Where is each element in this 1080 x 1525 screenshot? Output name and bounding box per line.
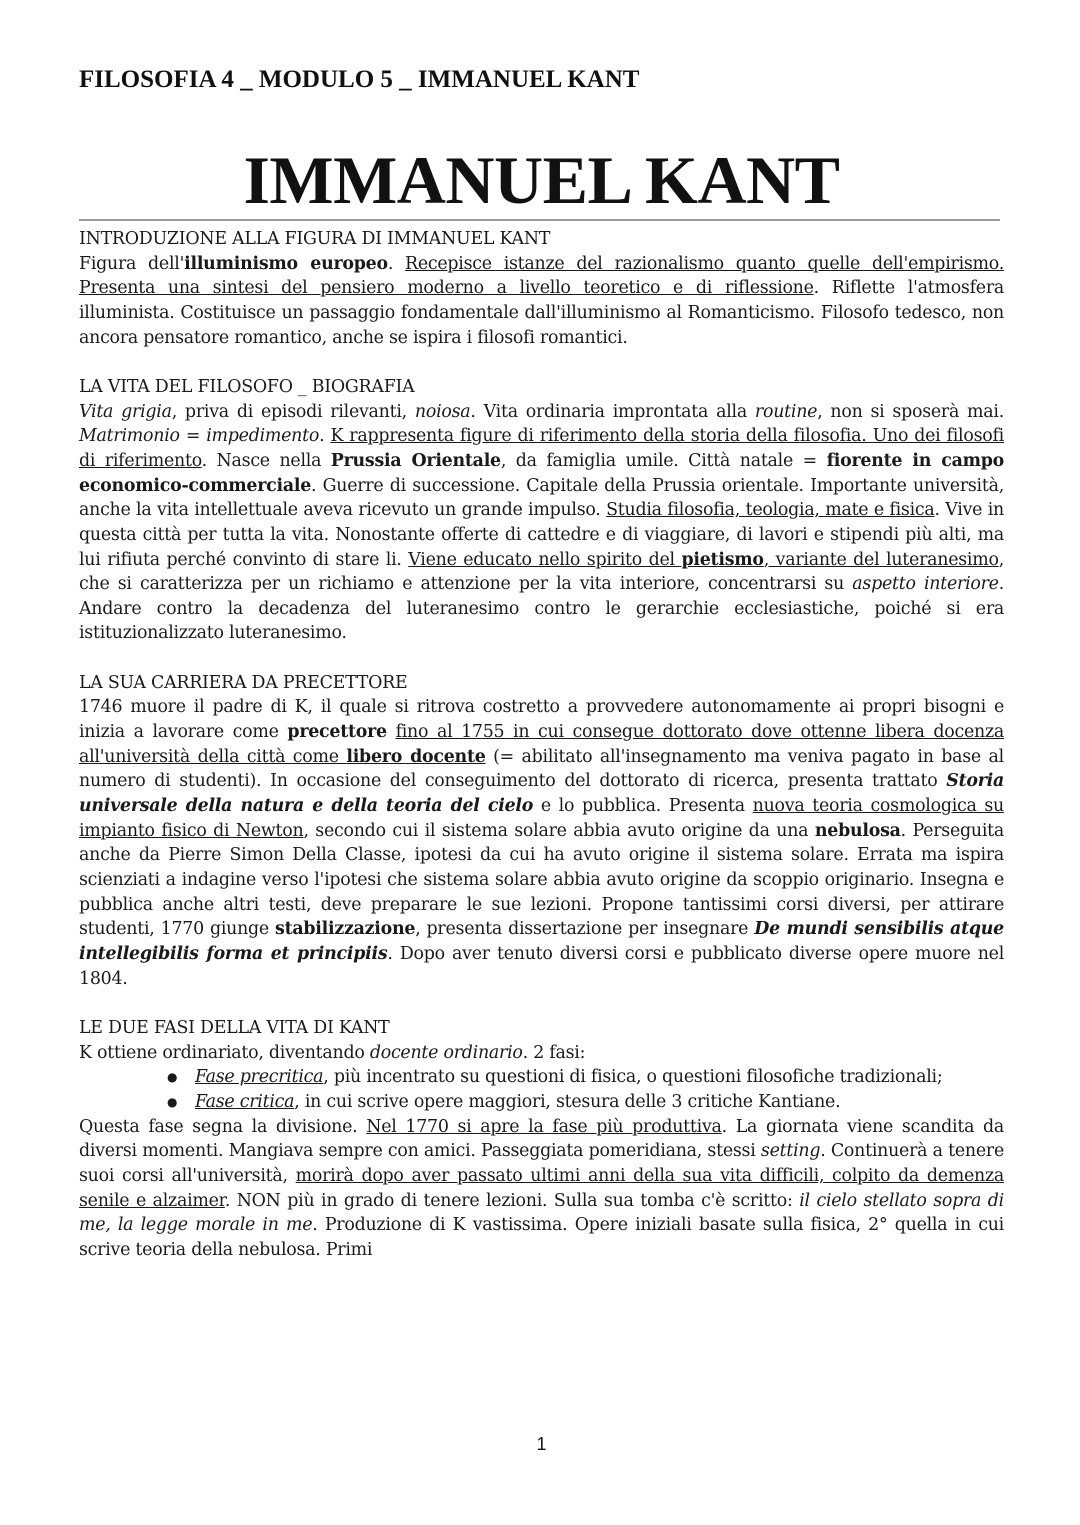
text-run: . Dopo aver tenuto diversi corsi e pubblicato diverse opere muore nel 1804. [79,944,1005,989]
text-run: . Riflette l'atmosfera illuminista. Costituisce un passaggio fondamentale dall'illuminismo al Romanticismo. Filosofo tedesco, non ancora pensatore romantico, anche se ispira i filosofi romantici. [79,278,1004,348]
italic-text: setting [760,1141,821,1162]
bold-text: nebulosa [814,820,901,841]
phase-label: Fase critica [195,1091,295,1112]
paragraph-phases [79,1115,1004,1263]
italic-text: il cielo stellato sopra di me, la legge morale in me [79,1190,1004,1236]
text-run: Figura dell' [79,253,185,274]
bold-text: Prussia Orientale [330,450,501,471]
underlined-text: K rappresenta figure di riferimento della storia della filosofia. Uno dei filosofi di riferimento [79,426,1004,471]
underlined-text: Nel 1770 si apre la fase più produttiva [366,1116,722,1137]
text-run: Questa fase segna la divisione. [79,1116,367,1137]
bold-text: fiorente in campo economico-commerciale [79,450,1004,496]
text-run: . [387,253,405,274]
bold-italic-text: Storia universale della natura e della teoria del cielo [79,771,1004,817]
paragraph-career [79,695,1004,991]
italic-text: docente ordinario [369,1042,523,1063]
page-title: IMMANUEL KANT [243,142,840,218]
section-title-intro: INTRODUZIONE ALLA FIGURA DI IMMANUEL KANT [79,229,551,249]
text-run: (= abilitato all'insegnamento ma veniva pagato in base al numero di studenti). In occasione del conseguimento del dottorato di ricerca, presenta trattato [79,746,1004,792]
text-run: . Continuerà a tenere suoi corsi all'università, [79,1141,1004,1186]
text-run: , secondo cui il sistema solare abbia avuto origine da una [303,820,815,841]
text-run: , che si caratterizza per un richiamo e attenzione per la vita interiore, concentrarsi su [79,549,1004,595]
phases-list [79,1065,1004,1114]
text-run: , più incentrato su questioni di fisica, o questioni filosofiche tradizionali; [323,1067,943,1088]
text-run: . La giornata viene scandita da diversi momenti. Mangiava sempre con amici. Passeggiata pomeridiana, stessi [79,1116,1004,1162]
text-run: . Vive in questa città per tutta la vita. Nonostante offerte di cattedre e di viaggiare, di lavori e stipendi più alti, ma lui rifiuta perché convinto di stare li. [79,500,1004,570]
text-run: , presenta dissertazione per insegnare [415,919,755,940]
underlined-text: Viene educato nello spirito del [408,549,682,570]
text-run: . Guerre di successione. Capitale della Prussia orientale. Importante università, anche la vita intellettuale aveva ricevuto un grande impulso. [79,475,1004,521]
italic-text: noiosa [414,401,471,422]
underlined-text: morirà dopo aver passato ultimi anni della sua vita difficili, colpito da demenza senile e alzaimer [79,1165,1005,1211]
section-title-career: LA SUA CARRIERA DA PRECETTORE [79,672,408,693]
italic-text: routine [754,401,818,422]
text-run: . Andare contro la decadenza del luteranesimo contro le gerarchie ecclesiastiche, poiché si era istituzionalizzato luteranesimo. [79,574,1004,644]
text-run: . Produzione di K vastissima. Opere iniziali basate sulla fisica, 2° quella in cui scrive teoria della nebulosa. Primi [79,1215,1004,1260]
paragraph-biography [79,400,1004,647]
underlined-text: Recepisce istanze del razionalismo quanto quelle dell'empirismo. Presenta una sintesi del pensiero moderno a livello teoretico e di riflessione [79,253,1004,299]
paragraph-phases-intro [79,1041,1004,1066]
text-run: , in cui scrive opere maggiori, stesura delle 3 critiche Kantiane. [294,1091,841,1112]
text-run: . [319,426,331,447]
text-run: 1746 muore il padre di K, il quale si ritrova costretto a provvedere autonomamente ai propri bisogni e inizia a lavorare come [79,697,1004,743]
text-run: . Perseguita anche da Pierre Simon Della Classe, ipotesi da cui ha avuto origine il sistema solare. Errata ma ispira scienziati a indagine verso l'ipotesi che sistema solare abbia avuto origine da scoppio originario. Insegna e pubblica anche altri testi, deve preparare le sue lezioni. Propone tantissimi corsi diversi, per attirare studenti, 1770 giunge [79,820,1004,940]
underlined-text: fino al 1755 in cui consegue dottorato dove ottenne libera docenza all'università della città come [79,722,1005,767]
bold-italic-text: De mundi sensibilis atque intellegibilis forma et principiis [79,919,1004,964]
list-item [79,1065,1004,1090]
text-run: . 2 fasi: [522,1042,586,1063]
underlined-text: nuova teoria cosmologica su impianto fisico di Newton [79,796,1004,841]
section-title-phases: LE DUE FASI DELLA VITA DI KANT [79,1017,390,1038]
text-run: K ottiene ordinariato, diventando [79,1042,370,1063]
text-run: e lo pubblica. Presenta [533,796,753,817]
bold-text: stabilizzazione [275,919,416,940]
text-run: . Vita ordinaria improntata alla [470,401,755,422]
text-run: . Nasce nella [201,450,331,471]
italic-text: aspetto interiore [852,574,999,595]
document-body [79,227,1004,1263]
text-run: , priva di episodi rilevanti, [171,401,415,422]
title-divider [79,219,1000,221]
list-item [79,1090,1004,1115]
page-number: 1 [536,1434,547,1454]
phase-label: Fase precritica [195,1067,324,1088]
text-run [387,722,396,742]
text-run: , da famiglia umile. Città natale = [500,450,827,471]
section-title-biography: LA VITA DEL FILOSOFO _ BIOGRAFIA [79,376,415,397]
text-run: , non si sposerà mai. [817,401,1004,422]
bold-text: precettore [287,722,387,743]
underlined-text: , variante del luteranesimo [763,549,999,570]
bold-text: illuminismo europeo [184,253,388,274]
italic-text: Matrimonio = impedimento [79,426,320,447]
text-run: . NON più in grado di tenere lezioni. Sulla sua tomba c'è scritto: [224,1190,800,1211]
paragraph-intro [79,252,1004,351]
document-header: FILOSOFIA 4 _ MODULO 5 _ IMMANUEL KANT [79,66,640,93]
bold-underlined-text: pietismo [681,549,764,570]
underlined-text: Studia filosofia, teologia, mate e fisica [606,500,935,521]
bold-underlined-text: libero docente [346,746,486,767]
italic-text: Vita grigia [79,401,172,422]
